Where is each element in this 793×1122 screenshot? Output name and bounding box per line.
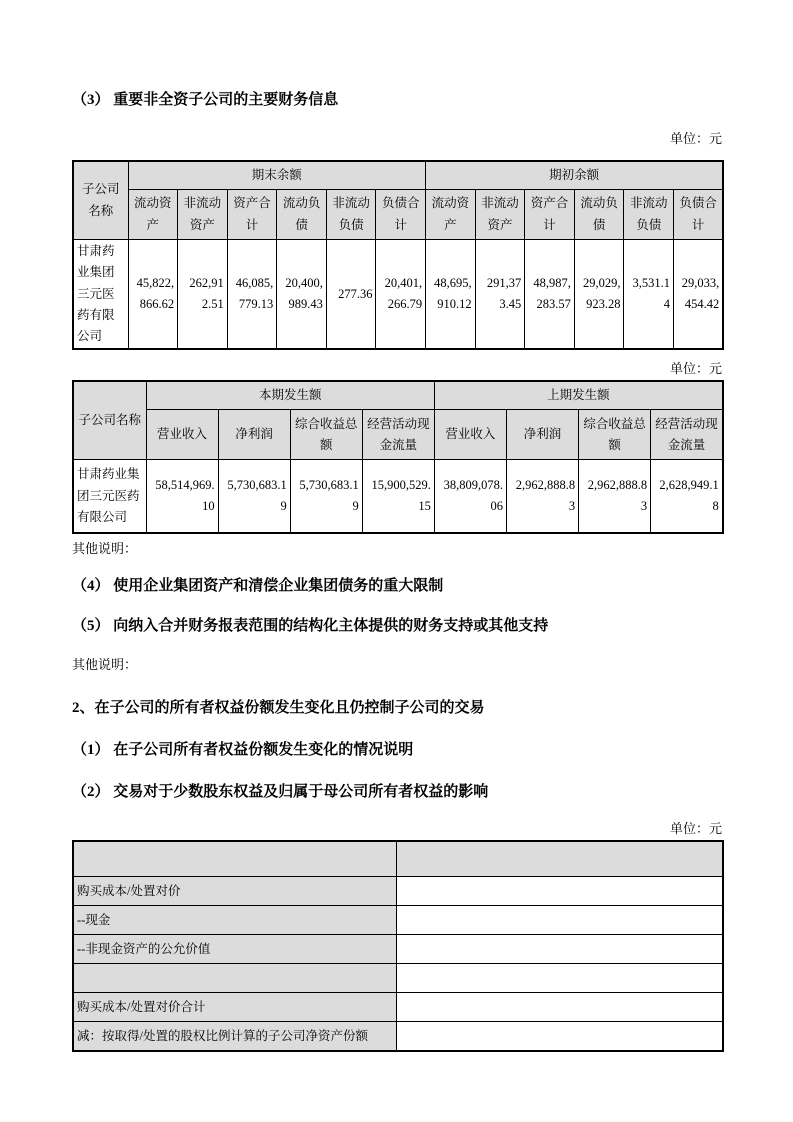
- table1-cell: 46,085,779.13: [227, 240, 277, 350]
- table2-subheader: 营业收入: [146, 410, 218, 460]
- table3-row-label: 减：按取得/处置的股权比例计算的子公司净资产份额: [73, 1022, 396, 1052]
- subsidiary-balance-table: [72, 160, 724, 350]
- table1-group-ending: 期末余额: [128, 161, 426, 190]
- table1-cell: 20,400,989.43: [277, 240, 327, 350]
- table1-cell: 20,401,266.79: [376, 240, 426, 350]
- table2-cell: 5,730,683.19: [290, 460, 362, 534]
- section2-2-heading: （2） 交易对于少数股东权益及归属于母公司所有者权益的影响: [72, 784, 489, 801]
- table2-group-previous: 上期发生额: [434, 381, 722, 410]
- table1-subheader: 资产合计: [227, 190, 277, 240]
- table3-row-value: [396, 964, 723, 993]
- table1-cell: 48,695,910.12: [426, 240, 476, 350]
- table-row: [73, 1022, 723, 1052]
- table1-cell: 3,531.14: [624, 240, 674, 350]
- table2-cell: 38,809,078.06: [434, 460, 506, 534]
- section3-heading: （3） 重要非全资子公司的主要财务信息: [72, 92, 339, 108]
- table2-cell: 2,628,949.18: [651, 460, 723, 534]
- table1-subheader: 负债合计: [376, 190, 426, 240]
- table3-header-left: [73, 841, 396, 877]
- table-row: [73, 993, 723, 1022]
- table1-cell: 45,822,866.62: [128, 240, 178, 350]
- table1-cell: 48,987,283.57: [525, 240, 575, 350]
- table2-subheader: 经营活动现金流量: [362, 410, 434, 460]
- table3-row-label: --非现金资产的公允价值: [73, 935, 396, 964]
- table1-subheader: 非流动资产: [178, 190, 228, 240]
- table1-subheader: 流动负债: [277, 190, 327, 240]
- unit-label-3: 单位：元: [669, 821, 722, 837]
- table1-subheader: 流动负债: [574, 190, 624, 240]
- table3-row-label: 购买成本/处置对价: [73, 877, 396, 906]
- table-row: [73, 935, 723, 964]
- unit-label-1: 单位：元: [669, 131, 722, 146]
- table2-subheader: 净利润: [506, 410, 578, 460]
- section5-heading: （5） 向纳入合并财务报表范围的结构化主体提供的财务支持或其他支持: [72, 618, 549, 635]
- table2-group-current: 本期发生额: [146, 381, 434, 410]
- table-row: [73, 410, 723, 460]
- section2-heading: 2、在子公司的所有者权益份额发生变化且仍控制子公司的交易: [72, 700, 485, 717]
- other-note-1: 其他说明：: [72, 541, 138, 557]
- table1-subheader: 流动资产: [128, 190, 178, 240]
- table2-subheader: 净利润: [218, 410, 290, 460]
- table3-row-label: --现金: [73, 906, 396, 935]
- subsidiary-name: 甘肃药业集团三元医药有限公司: [73, 460, 146, 534]
- table1-group-beginning: 期初余额: [426, 161, 724, 190]
- table3-header-right: [396, 841, 723, 877]
- table-row: [73, 964, 723, 993]
- table-row: [73, 161, 723, 190]
- table1-subheader: 非流动资产: [475, 190, 525, 240]
- table-row: [73, 906, 723, 935]
- table2-cell: 58,514,969.10: [146, 460, 218, 534]
- table1-cell: 29,033,454.42: [674, 240, 724, 350]
- table2-subheader: 综合收益总额: [579, 410, 651, 460]
- section4-heading: （4） 使用企业集团资产和清偿企业集团债务的重大限制: [72, 578, 444, 595]
- table1-cell: 277.36: [326, 240, 376, 350]
- table1-subheader: 负债合计: [674, 190, 724, 240]
- table2-subheader: 综合收益总额: [290, 410, 362, 460]
- table-row: [73, 381, 723, 410]
- table1-subheader: 资产合计: [525, 190, 575, 240]
- table2-cell: 2,962,888.83: [579, 460, 651, 534]
- table3-row-value: [396, 993, 723, 1022]
- table3-row-value: [396, 877, 723, 906]
- table-row: [73, 190, 723, 240]
- table3-row-value: [396, 1022, 723, 1052]
- table3-row-value: [396, 935, 723, 964]
- table1-subheader: 流动资产: [426, 190, 476, 240]
- table1-subheader: 非流动负债: [326, 190, 376, 240]
- unit-label-2: 单位：元: [669, 361, 722, 377]
- equity-change-table: [72, 840, 724, 1052]
- table2-subheader: 营业收入: [434, 410, 506, 460]
- table2-cell: 15,900,529.15: [362, 460, 434, 534]
- subsidiary-name: 甘肃药业集团三元医药有限公司: [73, 240, 128, 350]
- table3-row-value: [396, 906, 723, 935]
- table-row: [73, 841, 723, 877]
- other-note-2: 其他说明：: [72, 657, 138, 673]
- subsidiary-income-table: [72, 380, 724, 534]
- table2-cell: 2,962,888.83: [506, 460, 578, 534]
- table2-cell: 5,730,683.19: [218, 460, 290, 534]
- table1-cell: 262,912.51: [178, 240, 228, 350]
- table3-row-label: 购买成本/处置对价合计: [73, 993, 396, 1022]
- table1-cell: 291,373.45: [475, 240, 525, 350]
- section2-1-heading: （1） 在子公司所有者权益份额发生变化的情况说明: [72, 742, 414, 759]
- table1-subheader: 非流动负债: [624, 190, 674, 240]
- table1-name-header: 子公司名称: [73, 161, 128, 240]
- table2-name-header: 子公司名称: [73, 381, 146, 460]
- table-row: [73, 877, 723, 906]
- table2-subheader: 经营活动现金流量: [651, 410, 723, 460]
- table-row: [73, 460, 723, 534]
- table1-cell: 29,029,923.28: [574, 240, 624, 350]
- table-row: [73, 240, 723, 350]
- table3-row-label: [73, 964, 396, 993]
